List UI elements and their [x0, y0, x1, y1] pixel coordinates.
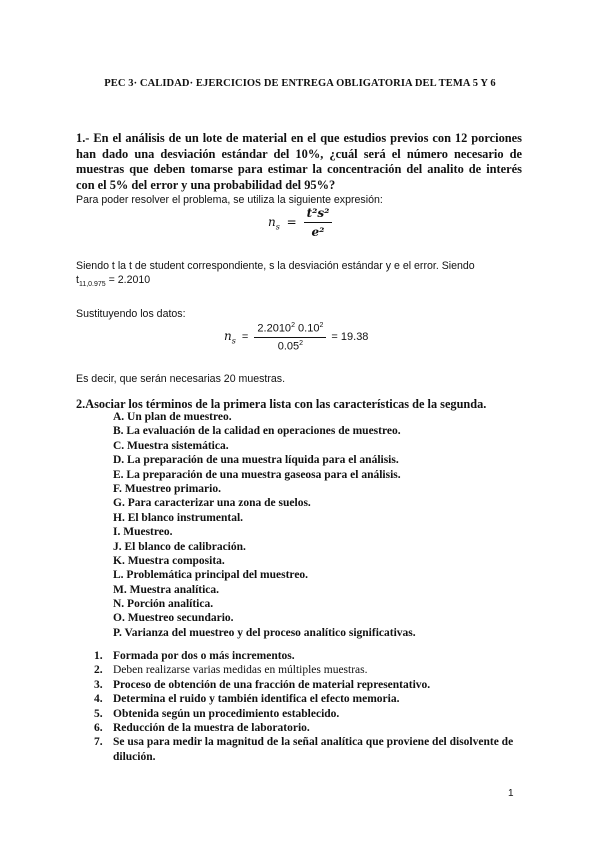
characteristic-number: 6.	[94, 722, 103, 735]
characteristic-item	[94, 663, 514, 677]
characteristics-list	[94, 649, 514, 764]
term-item: L. Problemática principal del muestreo.	[113, 569, 309, 582]
characteristic-item	[94, 707, 514, 721]
characteristic-number: 3.	[94, 678, 103, 691]
question-2-text: Asociar los términos de la primera lista con las características de la segunda.	[85, 397, 487, 411]
characteristic-text: Formada por dos o más incrementos.	[113, 650, 295, 662]
term-item: M. Muestra analítica.	[113, 583, 220, 596]
characteristic-text: Obtenida según un procedimiento establecido.	[113, 707, 340, 720]
t-student-explanation: Siendo t la t de student correspondiente, s la desviación estándar y e el error. Siendo	[76, 260, 475, 272]
term-item: C. Muestra sistemática.	[113, 439, 229, 452]
term-item: I. Muestreo.	[113, 526, 173, 539]
numerator-t: 2.2010	[257, 322, 292, 335]
t-value: = 2.2010	[108, 274, 151, 286]
conclusion-text: Es decir, que serán necesarias 20 muestras.	[76, 373, 286, 385]
substitution-lhs-subscript: s	[231, 336, 236, 346]
characteristic-number: 7.	[94, 736, 103, 749]
term-item: E. La preparación de una muestra gaseosa para el análisis.	[113, 468, 401, 481]
characteristic-number: 2.	[94, 664, 103, 677]
question-1-statement	[76, 131, 522, 193]
t-subscript: 11,0.975	[78, 281, 106, 289]
question-1-number: 1.-	[76, 131, 90, 145]
question-1-text: En el análisis de un lote de material en el que estudios previos con 12 porciones han dado una desviación estándar del 10%, ¿cuál será el número necesario de muestras que deben tomarse para estimar la concentración del analito de interés con el 5% del error y una probabilidad del 95%?	[76, 131, 522, 192]
term-item: G. Para caracterizar una zona de suelos.	[113, 497, 311, 510]
term-item: F. Muestreo primario.	[113, 482, 221, 495]
t-value-line	[76, 274, 150, 288]
denominator-e-exponent: 2	[299, 339, 304, 347]
term-item: D. La preparación de una muestra líquida para el análisis.	[113, 454, 399, 467]
term-item: H. El blanco instrumental.	[113, 511, 244, 524]
characteristic-text: Reducción de la muestra de laboratorio.	[113, 722, 310, 735]
term-item: N. Porción analítica.	[113, 598, 214, 611]
sample-size-formula: $n_s$ = $\frac{\text{t²s²}}{\text{e²}}$	[268, 206, 332, 239]
characteristic-item	[94, 735, 514, 764]
term-item: B. La evaluación de la calidad en operaciones de muestreo.	[113, 425, 401, 438]
characteristic-text: Se usa para medir la magnitud de la señal analítica que proviene del disolvente de dilución.	[113, 736, 514, 763]
characteristic-number: 4.	[94, 693, 103, 706]
t-symbol: t	[76, 274, 79, 286]
characteristic-number: 5.	[94, 707, 103, 720]
question-2-number: 2.	[76, 397, 86, 411]
substitution-result: = 19.38	[331, 331, 369, 344]
characteristic-item	[94, 678, 514, 692]
numerator-s: 0.10	[298, 322, 320, 335]
characteristic-number: 1.	[94, 650, 103, 662]
numerator-t-exponent: 2	[291, 322, 295, 329]
term-item: O. Muestreo secundario.	[113, 612, 234, 625]
term-item: P. Varianza del muestreo y del proceso analítico significativas.	[113, 626, 416, 639]
formula-denominator: e²	[311, 225, 325, 239]
formula-lhs: n	[268, 215, 276, 229]
characteristic-item	[94, 721, 514, 735]
characteristic-text: Determina el ruido y también identifica el efecto memoria.	[113, 693, 400, 706]
term-item: J. El blanco de calibración.	[113, 540, 246, 553]
substitution-formula: $n_s$ = $\frac{2.2010^2 0.10^2}{0.05^2}$ = 19.38	[224, 322, 369, 353]
formula-lhs-subscript: s	[275, 222, 280, 232]
terms-list	[113, 410, 416, 640]
characteristic-item	[94, 692, 514, 706]
numerator-s-exponent: 2	[319, 322, 324, 329]
term-item: K. Muestra composita.	[113, 554, 225, 567]
characteristic-text: Proceso de obtención de una fracción de material representativo.	[113, 678, 431, 691]
denominator-e: 0.05	[277, 340, 300, 353]
page-title: PEC 3· CALIDAD· EJERCICIOS DE ENTREGA OBLIGATORIA DEL TEMA 5 Y 6	[104, 78, 496, 89]
formula-intro: Para poder resolver el problema, se utiliza la siguiente expresión:	[76, 194, 383, 206]
substitution-intro: Sustituyendo los datos:	[76, 308, 186, 320]
characteristic-text: Deben realizarse varias medidas en múltiples muestras.	[113, 664, 368, 677]
term-item: A. Un plan de muestreo.	[113, 411, 232, 423]
page-number: 1	[508, 788, 514, 799]
formula-numerator: t²s²	[304, 206, 333, 223]
characteristic-item	[94, 649, 514, 663]
substitution-lhs: n	[224, 329, 232, 344]
